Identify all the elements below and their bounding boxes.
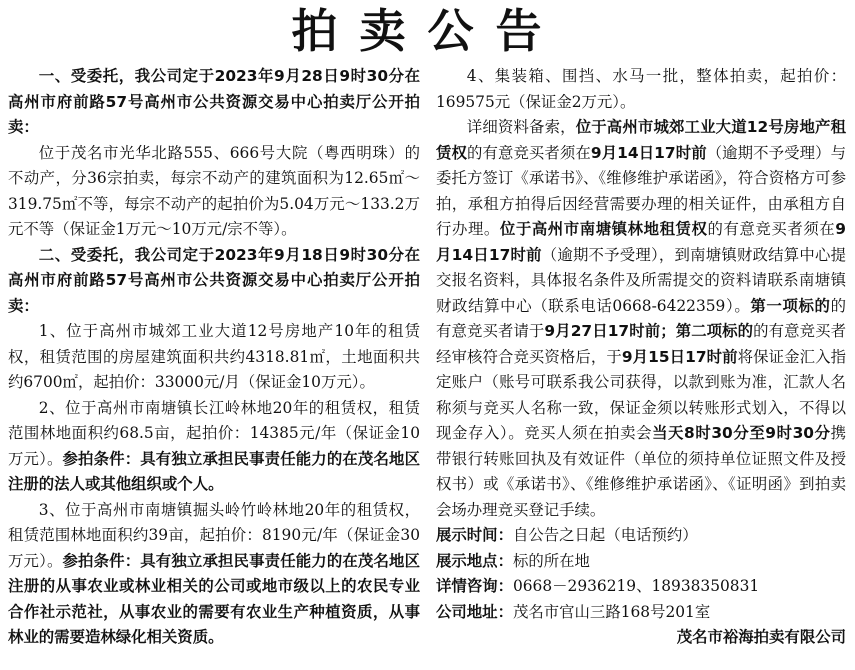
section-2-heading: 二、受委托，我公司定于2023年9月18日9时30分在高州市府前路57号高州市公共资源交易中心拍卖厅公开拍卖：	[8, 245, 420, 315]
right-column	[436, 64, 846, 651]
contact-info: 详情咨询：0668－2936219、18938350831	[436, 577, 760, 595]
show-place: 展示地点：标的所在地	[436, 551, 590, 570]
section-1-body: 位于茂名市光华北路555、666号大院（粤西明珠）的不动产，分36宗拍卖，每宗不动产的建筑面积为12.65㎡～319.75㎡不等，每宗不动产的起拍价为5.04万元～133.2万元不等（保证金1万元～10万元/宗不等）。	[8, 143, 420, 238]
bidding-instructions: 详细资料备索，位于高州市城郊工业大道12号房地产租赁权的有意竞买者须在9月14日17时前（逾期不予受理）与委托方签订《承诺书》、《维修维护承诺函》，符合资格方可参拍，承租方拍得后因经营需要办理的相关证件，由承租方自行办理。位于高州市南塘镇林地租赁权的有意竞买者须在9月14日17时前（逾期不予受理），到南塘镇财政结算中心提交报名资料，具体报名条件及所需提交的资料请联系南塘镇财政结算中心（联系电话0668-6422359）。第一项标的的有意竞买者请于9月27日17时前；第二项标的的有意竞买者经审核符合竞买资格后，于9月15日17时前将保证金汇入指定账户（账号可联系我公司获得，以款到账为准，汇款人名称须与竞买人名称一致，保证金须以转账形式划入，不得以现金存入）。竞买人须在拍卖会当天8时30分至9时30分携带银行转账回执及有效证件（单位的须持单位证照文件及授权书）或《承诺书》、《维修维护承诺函》、《证明函》到拍卖会场办理竞买登记手续。	[436, 118, 846, 519]
lot-2: 2、位于高州市南塘镇长江岭林地20年的租赁权，租赁范围林地面积约68.5亩，起拍价：14385元/年（保证金10万元）。参拍条件：具有独立承担民事责任能力的在茂名地区注册的法人或其他组织或个人。	[8, 398, 420, 493]
page-title: 拍卖公告	[291, 4, 564, 58]
show-time: 展示时间：自公告之日起（电话预约）	[436, 526, 698, 544]
section-1-heading: 一、受委托，我公司定于2023年9月28日9时30分在高州市府前路57号高州市公共资源交易中心拍卖厅公开拍卖：	[8, 67, 420, 136]
lot-3-condition: 参拍条件：具有独立承担民事责任能力的在茂名地区注册的从事农业或林业相关的公司或地市级以上的农民专业合作社示范社，从事农业的需要有农业生产种植资质，从事林业的需要造林绿化相关资质。	[8, 551, 420, 646]
company-address: 公司地址：茂名市官山三路168号201室	[436, 602, 711, 621]
lot-4: 4、集装箱、围挡、水马一批，整体拍卖，起拍价：169575元（保证金2万元）。	[436, 67, 846, 111]
company-signature: 茂名市裕海拍卖有限公司	[676, 628, 846, 646]
lot-3: 3、位于高州市南塘镇掘头岭竹岭林地20年的租赁权，租赁范围林地面积约39亩，起拍价：8190元/年（保证金30万元）。参拍条件：具有独立承担民事责任能力的在茂名地区注册的从事农业或林业相关的公司或地市级以上的农民专业合作社示范社，从事农业的需要有农业生产种植资质，从事林业的需要造林绿化相关资质。	[8, 500, 420, 646]
left-column	[8, 64, 420, 651]
lot-1: 1、位于高州市城郊工业大道12号房地产10年的租赁权，租赁范围的房屋建筑面积共约4318.81㎡，土地面积共约6700㎡，起拍价：33000元/月（保证金10万元）。	[8, 322, 420, 391]
lot-2-condition: 参拍条件：具有独立承担民事责任能力的在茂名地区注册的法人或其他组织或个人。	[8, 449, 420, 493]
